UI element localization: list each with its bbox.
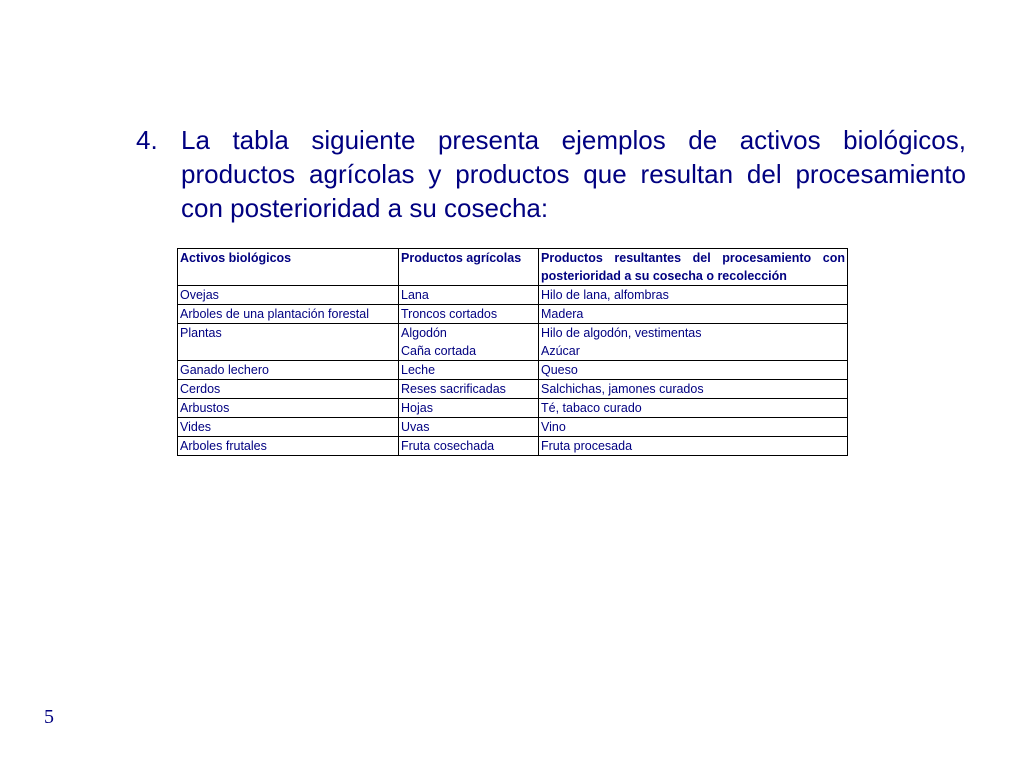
table-row <box>178 399 848 418</box>
table-row <box>178 418 848 437</box>
cell-biological-asset <box>178 361 399 380</box>
cell-line: Fruta procesada <box>541 439 633 453</box>
cell-processed-product <box>539 380 848 399</box>
table-row <box>178 286 848 305</box>
cell-line: Troncos cortados <box>401 307 498 321</box>
cell-line: Leche <box>401 363 436 377</box>
biological-assets-table <box>177 248 848 456</box>
cell-line: Algodón <box>401 326 447 340</box>
cell-line: Arboles de una plantación forestal <box>180 307 370 321</box>
cell-agricultural-product <box>399 305 539 324</box>
cell-agricultural-product <box>399 286 539 305</box>
cell-processed-product <box>539 286 848 305</box>
cell-line: Uvas <box>401 420 430 434</box>
table-row <box>178 361 848 380</box>
cell-line: Caña cortada <box>401 344 477 358</box>
cell-biological-asset <box>178 305 399 324</box>
cell-line: Hojas <box>401 401 433 415</box>
cell-line: Vides <box>180 420 212 434</box>
cell-line: Té, tabaco curado <box>541 401 642 415</box>
cell-processed-product <box>539 324 848 361</box>
cell-line: Ovejas <box>180 288 219 302</box>
cell-agricultural-product <box>399 361 539 380</box>
cell-line: Cerdos <box>180 382 221 396</box>
table-body <box>178 286 848 456</box>
header-processed-products: Productos resultantes del procesamiento con posterioridad a su cosecha o recolección <box>539 249 848 286</box>
cell-agricultural-product <box>399 324 539 361</box>
intro-text: La tabla siguiente presenta ejemplos de activos biológicos, productos agrícolas y productos que resultan del procesamiento con posterioridad a su cosecha: <box>181 125 966 223</box>
intro-paragraph <box>136 123 966 225</box>
cell-line: Vino <box>541 420 566 434</box>
cell-agricultural-product <box>399 399 539 418</box>
slide-number: 5 <box>44 706 54 728</box>
cell-line: Reses sacrificadas <box>401 382 506 396</box>
header-agricultural-products: Productos agrícolas <box>399 249 539 286</box>
cell-line: Azúcar <box>541 344 580 358</box>
cell-biological-asset <box>178 418 399 437</box>
table-header-row <box>178 249 848 286</box>
cell-agricultural-product <box>399 437 539 456</box>
header-biological-assets: Activos biológicos <box>178 249 399 286</box>
table-row <box>178 324 848 361</box>
cell-line: Hilo de lana, alfombras <box>541 288 669 302</box>
cell-biological-asset <box>178 437 399 456</box>
cell-line: Ganado lechero <box>180 363 269 377</box>
cell-line: Hilo de algodón, vestimentas <box>541 326 702 340</box>
list-number: 4. <box>136 125 158 155</box>
cell-line: Arbustos <box>180 401 230 415</box>
cell-processed-product <box>539 437 848 456</box>
cell-biological-asset <box>178 399 399 418</box>
cell-line: Queso <box>541 363 578 377</box>
cell-biological-asset <box>178 286 399 305</box>
table-row <box>178 305 848 324</box>
cell-line: Lana <box>401 288 429 302</box>
cell-agricultural-product <box>399 418 539 437</box>
cell-processed-product <box>539 361 848 380</box>
cell-biological-asset <box>178 380 399 399</box>
cell-processed-product <box>539 418 848 437</box>
cell-line: Salchichas, jamones curados <box>541 382 704 396</box>
cell-line: Madera <box>541 307 584 321</box>
table-row <box>178 380 848 399</box>
table-row <box>178 437 848 456</box>
cell-agricultural-product <box>399 380 539 399</box>
cell-processed-product <box>539 399 848 418</box>
cell-processed-product <box>539 305 848 324</box>
cell-line: Fruta cosechada <box>401 439 495 453</box>
cell-biological-asset <box>178 324 399 361</box>
cell-line: Arboles frutales <box>180 439 267 453</box>
cell-line: Plantas <box>180 326 222 340</box>
